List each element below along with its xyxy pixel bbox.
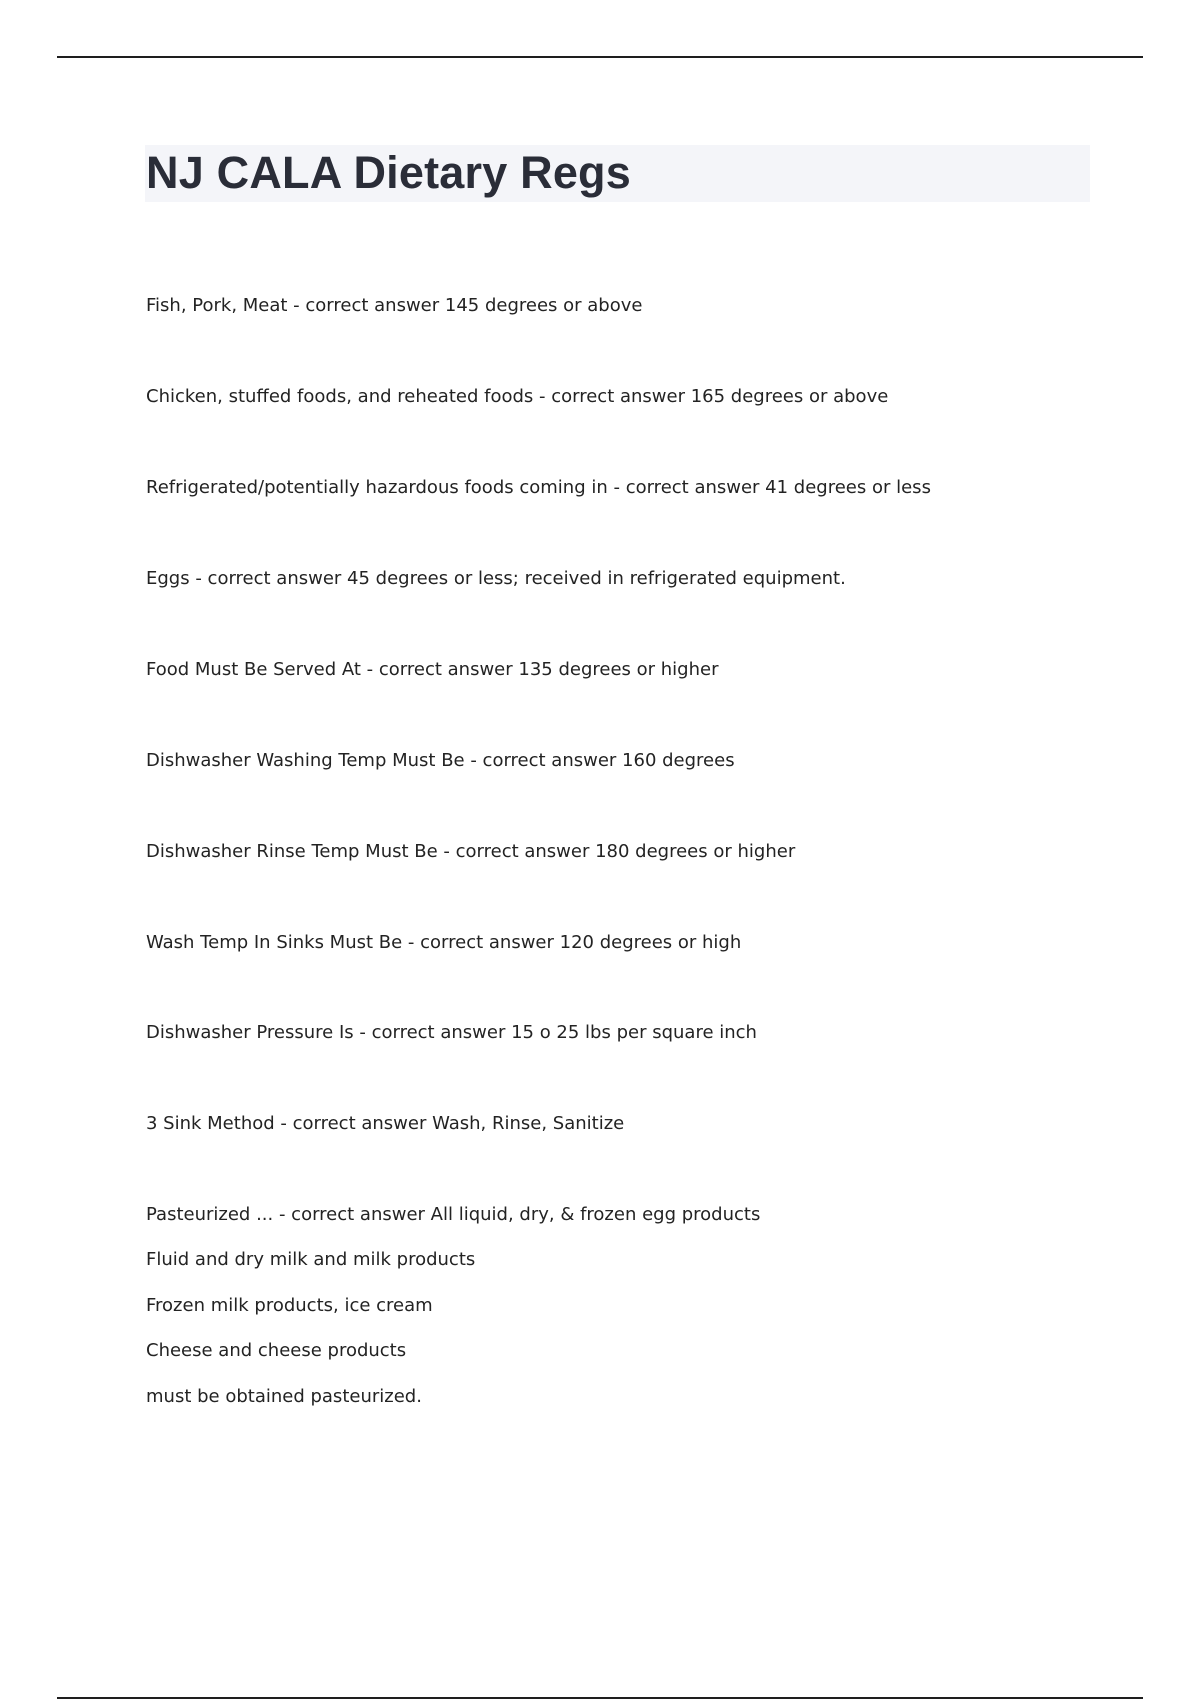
- qa-item: Refrigerated/potentially hazardous foods coming in - correct answer 41 degrees or less: [146, 477, 931, 498]
- qa-item: Dishwasher Washing Temp Must Be - correct answer 160 degrees: [146, 750, 735, 771]
- top-rule: [57, 56, 1143, 58]
- qa-item: Fish, Pork, Meat - correct answer 145 degrees or above: [146, 295, 643, 316]
- continuation-line: must be obtained pasteurized.: [146, 1386, 422, 1407]
- qa-item: Chicken, stuffed foods, and reheated foods - correct answer 165 degrees or above: [146, 386, 889, 407]
- qa-item: Pasteurized ... - correct answer All liquid, dry, & frozen egg products: [146, 1204, 761, 1225]
- bottom-rule: [57, 1697, 1143, 1699]
- qa-item: Dishwasher Rinse Temp Must Be - correct answer 180 degrees or higher: [146, 841, 796, 862]
- qa-item: Dishwasher Pressure Is - correct answer 15 o 25 lbs per square inch: [146, 1022, 757, 1043]
- qa-item: Wash Temp In Sinks Must Be - correct answer 120 degrees or high: [146, 932, 742, 953]
- continuation-line: Fluid and dry milk and milk products: [146, 1249, 476, 1270]
- continuation-line: Frozen milk products, ice cream: [146, 1295, 433, 1316]
- qa-item: Eggs - correct answer 45 degrees or less; received in refrigerated equipment.: [146, 568, 846, 589]
- qa-item: Food Must Be Served At - correct answer 135 degrees or higher: [146, 659, 719, 680]
- qa-item: 3 Sink Method - correct answer Wash, Rinse, Sanitize: [146, 1113, 625, 1134]
- continuation-line: Cheese and cheese products: [146, 1340, 407, 1361]
- document-title: NJ CALA Dietary Regs: [146, 147, 631, 198]
